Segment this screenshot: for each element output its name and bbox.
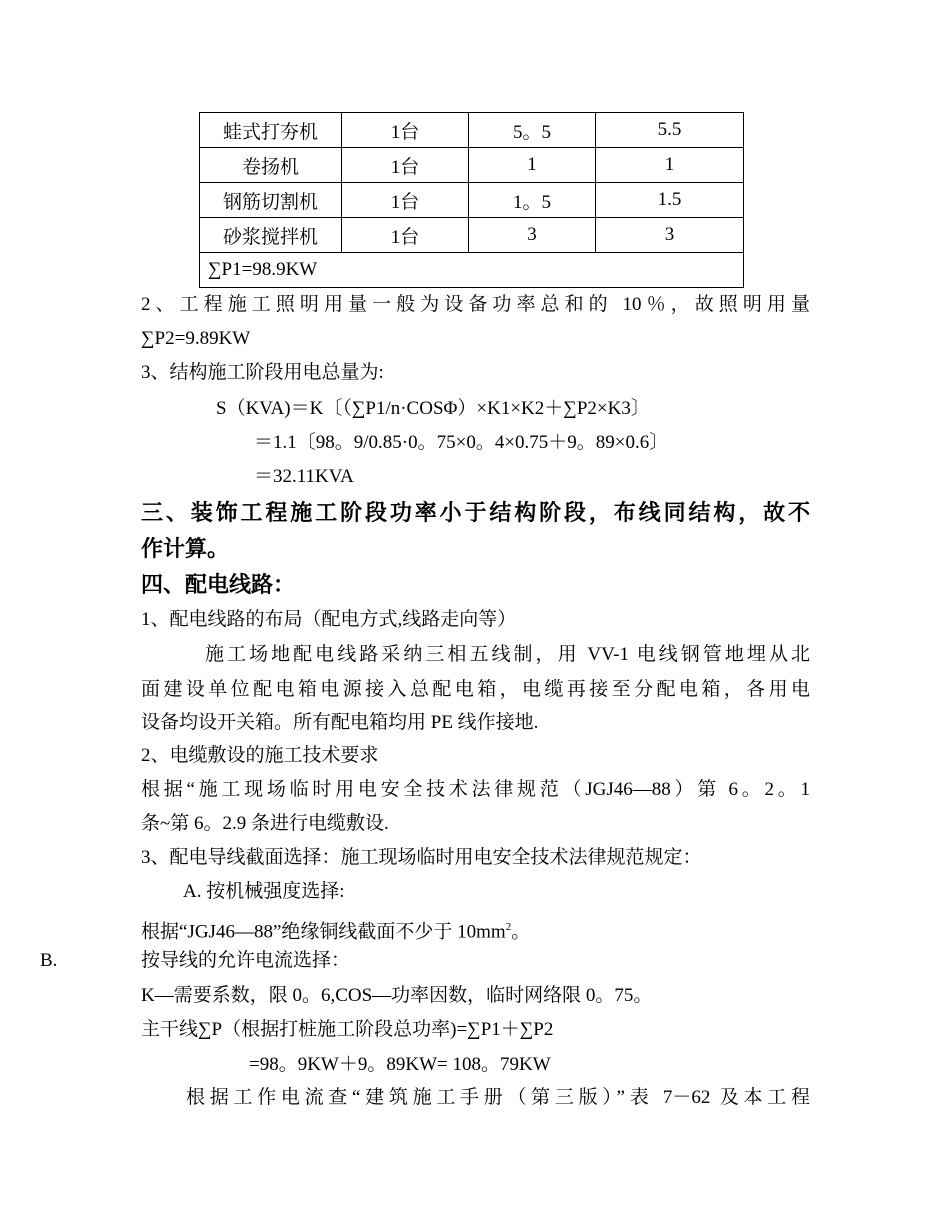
paragraph-line <box>141 914 530 945</box>
section-heading: 三、装饰工程施工阶段功率小于结构阶段，布线同结构，故不 <box>141 500 810 525</box>
paragraph-line: 按导线的允许电流选择： <box>141 950 351 971</box>
table-cell: 卷扬机 <box>200 148 342 183</box>
paragraph-line: 1、配电线路的布局（配电方式,线路走向等） <box>141 609 517 630</box>
formula-line: ＝1.1〔98。9/0.85·0。75×0。4×0.75＋9。89×0.6〕 <box>254 432 669 453</box>
text-run: 根据“JGJ46—88”绝缘铜线截面不少于 10mm <box>141 921 506 943</box>
table-row <box>200 183 744 218</box>
table-cell: 3 <box>469 218 596 253</box>
table-cell: 1台 <box>342 148 469 183</box>
table-cell: 1.5 <box>596 183 744 218</box>
table-cell: 1 <box>596 148 744 183</box>
table-cell: 1台 <box>342 113 469 148</box>
list-label: B. <box>40 950 58 971</box>
table-cell: 1 <box>469 148 596 183</box>
paragraph-line: K—需要系数，限 0。6,COS—功率因数，临时网络限 0。75。 <box>141 985 653 1006</box>
paragraph-line: 根据“施工现场临时用电安全技术法律规范（JGJ46—88）第 6。2。1 <box>141 779 810 800</box>
table-cell: 5。5 <box>469 113 596 148</box>
table-cell: 1。5 <box>469 183 596 218</box>
superscript: 2 <box>505 921 512 933</box>
paragraph-line: 2、工程施工照明用量一般为设备功率总和的 10％，故照明用量 <box>141 294 810 315</box>
paragraph-line: 3、配电导线截面选择：施工现场临时用电安全技术法律规范规定： <box>141 847 702 868</box>
formula-line: ＝32.11KVA <box>254 466 354 487</box>
paragraph-line: A. 按机械强度选择: <box>183 881 345 902</box>
table-cell: 5.5 <box>596 113 744 148</box>
paragraph-line: 根据工作电流查“建筑施工手册（第三版）”表 7－62 及本工程 <box>186 1087 810 1108</box>
table-cell: 3 <box>596 218 744 253</box>
paragraph-line: 面建设单位配电箱电源接入总配电箱，电缆再接至分配电箱，各用电 <box>141 679 810 700</box>
table-cell: 蛙式打夯机 <box>200 113 342 148</box>
text-run: 。 <box>511 921 531 943</box>
paragraph-line: 3、结构施工阶段用电总量为: <box>141 362 384 383</box>
paragraph-line: 2、电缆敷设的施工技术要求 <box>141 745 379 766</box>
paragraph-line: 设备均设开关箱。所有配电箱均用 PE 线作接地. <box>141 712 539 733</box>
table-sum-cell: ∑P1=98.9KW <box>200 253 744 288</box>
section-heading: 作计算。 <box>141 536 230 561</box>
paragraph-line: 主干线∑P（根据打桩施工阶段总功率)=∑P1＋∑P2 <box>141 1019 554 1040</box>
paragraph-line: ∑P2=9.89KW <box>141 328 251 349</box>
table-row <box>200 218 744 253</box>
table-row <box>200 113 744 148</box>
table-cell: 1台 <box>342 183 469 218</box>
table-cell: 钢筋切割机 <box>200 183 342 218</box>
paragraph-line: 施工场地配电线路采纳三相五线制，用 VV-1 电线钢管地埋从北 <box>205 644 810 665</box>
table-row <box>200 253 744 288</box>
table-cell: 砂浆搅拌机 <box>200 218 342 253</box>
formula-line: S（KVA)＝K〔（∑P1/n·COSΦ）×K1×K2＋∑P2×K3〕 <box>216 398 650 419</box>
formula-line: =98。9KW＋9。89KW= 108。79KW <box>249 1054 551 1075</box>
table-cell: 1台 <box>342 218 469 253</box>
paragraph-line: 条~第 6。2.9 条进行电缆敷设. <box>141 813 389 834</box>
section-heading: 四、配电线路： <box>141 572 296 597</box>
table-row <box>200 148 744 183</box>
equipment-table <box>199 112 744 288</box>
